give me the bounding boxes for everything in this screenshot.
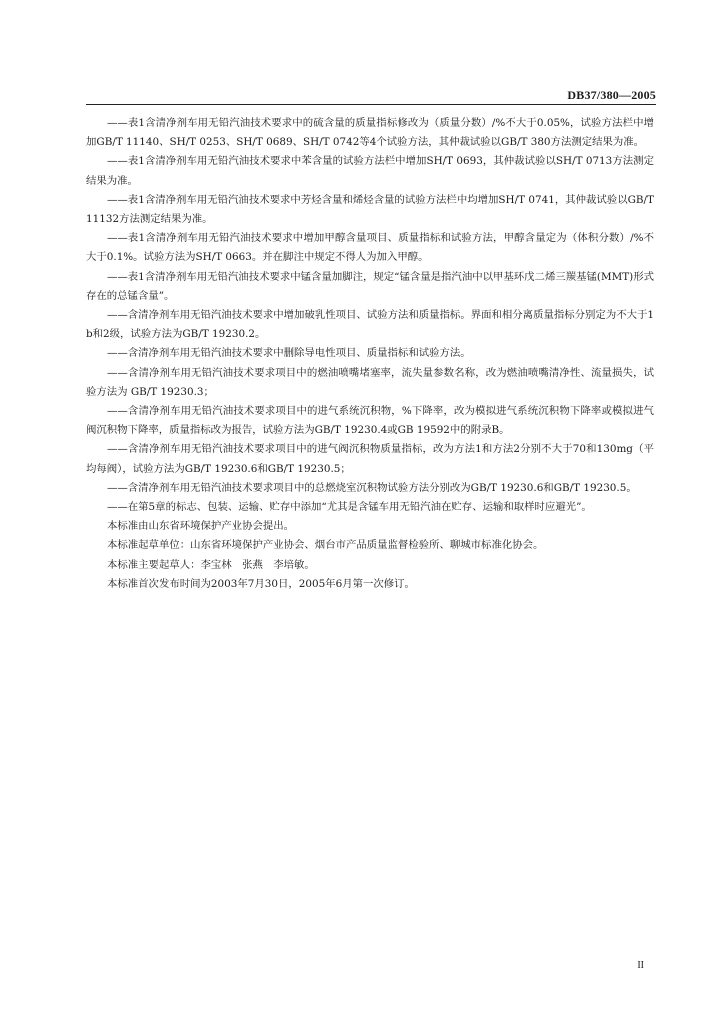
amendment-item-manganese: ——表1含清净剂车用无铅汽油技术要求中锰含量加脚注，规定“锰含量是指汽油中以甲基环戊二烯三羰基锰(MMT)形式存在的总锰含量”。 xyxy=(86,270,654,302)
amendment-item-benzene: ——表1含清净剂车用无铅汽油技术要求中苯含量的试验方法栏中增加SH/T 0693，其仲裁试验以SH/T 0713方法测定结果为准。 xyxy=(86,155,654,187)
amendment-item-combustion-chamber: ——含清净剂车用无铅汽油技术要求项目中的总燃烧室沉积物试验方法分别改为GB/T 19230.6和GB/T 19230.5。 xyxy=(107,481,637,494)
amendment-item-intake-system: ——含清净剂车用无铅汽油技术要求项目中的进气系统沉积物，%下降率，改为模拟进气系统沉积物下降率或模拟进气阀沉积物下降率，质量指标改为报告，试验方法为GB/T 19230.4或GB 19592中的附录B。 xyxy=(86,405,654,437)
amendment-item-demulsification: ——含清净剂车用无铅汽油技术要求中增加破乳性项目、试验方法和质量指标。界面和相分离质量指标分别定为不大于1b和2级，试验方法为GB/T 19230.2。 xyxy=(86,309,654,341)
header-divider xyxy=(86,104,656,105)
page-number: II xyxy=(637,960,644,971)
drafting-organizations: 本标准起草单位：山东省环境保护产业协会、烟台市产品质量监督检验所、聊城市标准化协会。 xyxy=(107,539,544,552)
amendment-item-methanol: ——表1含清净剂车用无铅汽油技术要求中增加甲醇含量项目、质量指标和试验方法，甲醇含量定为（体积分数）/%不大于0.1%。试验方法为SH/T 0663。并在脚注中规定不得人为加入甲醇。 xyxy=(86,232,654,264)
amendment-item-conductivity: ——含清净剂车用无铅汽油技术要求中删除导电性项目、质量指标和试验方法。 xyxy=(107,347,471,360)
amendment-item-intake-valve: ——含清净剂车用无铅汽油技术要求项目中的进气阀沉积物质量指标，改为方法1和方法2分别不大于70和130mg（平均每阀），试验方法为GB/T 19230.6和GB/T 19230.5； xyxy=(86,443,654,475)
main-drafters: 本标准主要起草人：李宝林 张燕 李培敏。 xyxy=(107,558,315,571)
release-history: 本标准首次发布时间为2003年7月30日，2005年6月第一次修订。 xyxy=(107,577,415,590)
document-code: DB37/380—2005 xyxy=(567,88,656,102)
amendment-item-storage: ——在第5章的标志、包装、运输、贮存中添加“尤其是含锰车用无铅汽油在贮存、运输和取样时应避光”。 xyxy=(107,501,592,514)
amendment-item-sulfur: ——表1含清净剂车用无铅汽油技术要求中的硫含量的质量指标修改为（质量分数）/%不大于0.05%，试验方法栏中增加GB/T 11140、SH/T 0253、SH/T 0689、SH/T 0742等4个试验方法，其仲裁试验以GB/T 380方法测定结果为准。 xyxy=(86,117,654,149)
amendment-item-aromatics-olefins: ——表1含清净剂车用无铅汽油技术要求中芳烃含量和烯烃含量的试验方法栏中均增加SH/T 0741，其仲裁试验以GB/T 11132方法测定结果为准。 xyxy=(86,193,654,226)
proposer-statement: 本标准由山东省环境保护产业协会提出。 xyxy=(107,520,295,533)
document-body xyxy=(86,114,654,594)
amendment-item-injector: ——含清净剂车用无铅汽油技术要求项目中的燃油喷嘴堵塞率，流失量参数名称，改为燃油喷嘴清净性、流量损失，试验方法为 GB/T 19230.3； xyxy=(86,366,654,398)
